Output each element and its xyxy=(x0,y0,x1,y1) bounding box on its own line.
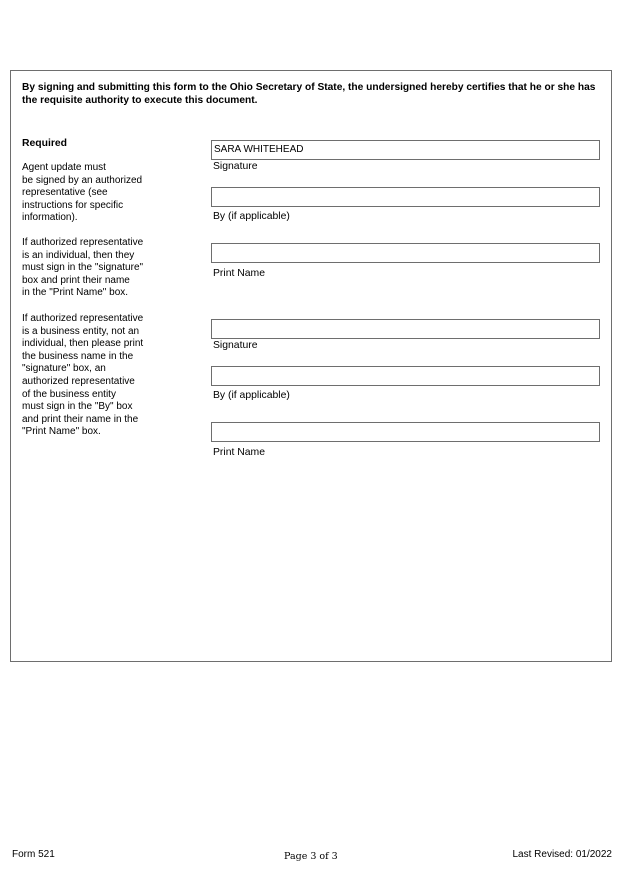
footer-form-number: Form 521 xyxy=(12,849,55,860)
signature-field-1[interactable]: SARA WHITEHEAD xyxy=(211,140,600,160)
instruction-individual: If authorized representative is an individual, then they must sign in the "signature" box and print their name in the "Print Name" box. xyxy=(22,237,144,299)
print-name-label-1: Print Name xyxy=(213,268,265,279)
instruction-business-entity: If authorized representative is a business entity, not an individual, then please print the business name in the "signature" box, an authorized representative of the business entity must sign in the "By" box and print their name in the "Print Name" box. xyxy=(22,313,144,438)
print-name-field-2[interactable] xyxy=(211,422,600,442)
by-label-2: By (if applicable) xyxy=(213,390,290,401)
by-label-1: By (if applicable) xyxy=(213,211,290,222)
print-name-label-2: Print Name xyxy=(213,447,265,458)
signature-label-1: Signature xyxy=(213,161,258,172)
certification-statement: By signing and submitting this form to the Ohio Secretary of State, the undersigned hereby certifies that he or she has the requisite authority to execute this document. xyxy=(22,82,596,106)
by-field-2[interactable] xyxy=(211,366,600,386)
signature-label-2: Signature xyxy=(213,340,258,351)
by-field-1[interactable] xyxy=(211,187,600,207)
required-heading: Required xyxy=(22,138,68,149)
footer-page-number: Page 3 of 3 xyxy=(284,851,338,862)
instruction-general: Agent update must be signed by an authorized representative (see instructions for specific information). xyxy=(22,162,143,224)
print-name-field-1[interactable] xyxy=(211,243,600,263)
signature-field-2[interactable] xyxy=(211,319,600,339)
footer-last-revised: Last Revised: 01/2022 xyxy=(512,849,612,860)
